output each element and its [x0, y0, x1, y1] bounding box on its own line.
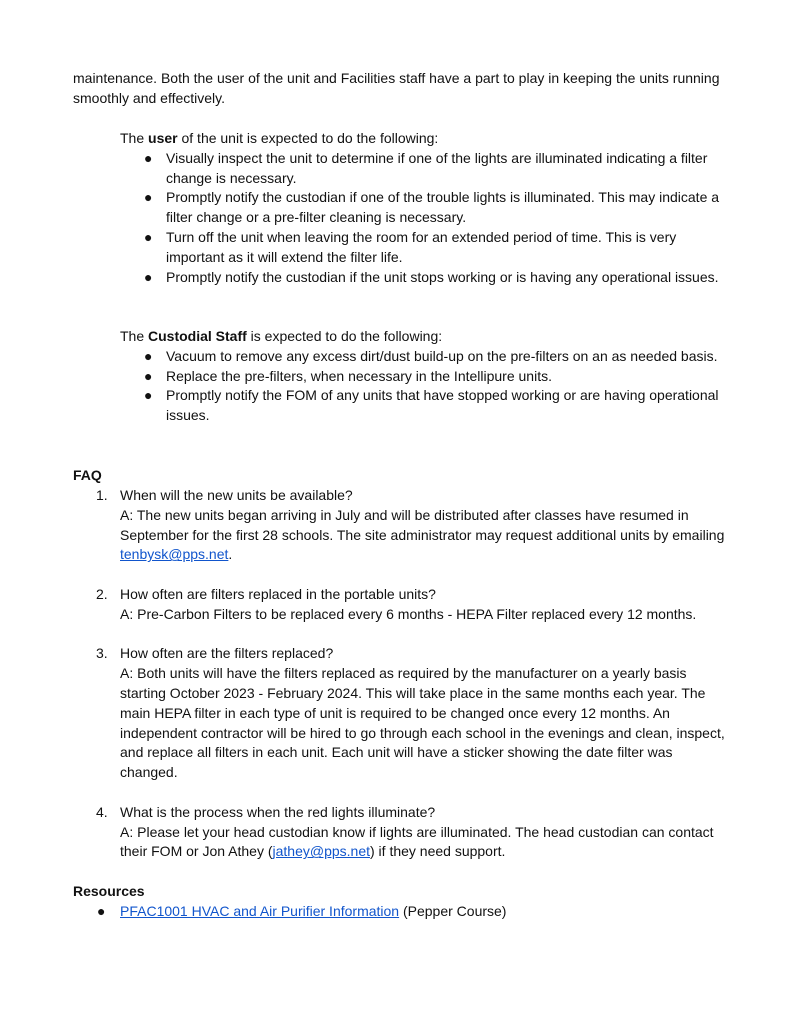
list-item	[120, 386, 730, 426]
intro-suffix: of the unit is expected to do the following:	[177, 130, 439, 146]
email-link[interactable]: jathey@pps.net	[272, 843, 370, 860]
faq-item	[73, 644, 733, 783]
list-item	[73, 902, 723, 922]
faq-answer: A: Both units will have the filters replaced as required by the manufacturer on a yearly basis starting October 2023 - February 2024. This will take place in the same months each year. The main HEPA filter in each type of unit is required to be changed once every 12 months. An independent contractor will be hired to go through each school in the evenings and clean, inspect, and replace all filters in each unit. Each unit will have a sticker showing the date filter was changed.	[120, 665, 725, 781]
course-link[interactable]: PFAC1001 HVAC and Air Purifier Information	[120, 903, 400, 919]
course-suffix: (Pepper Course)	[399, 903, 507, 919]
intro-prefix: The	[120, 328, 149, 344]
faq-answer	[120, 823, 733, 863]
resources-heading: Resources	[73, 883, 145, 899]
custodial-section	[120, 327, 730, 426]
custodial-bullet-list	[120, 347, 730, 426]
bullet-icon: ●	[144, 189, 153, 206]
list-item	[120, 367, 730, 387]
intro-bold: Custodial Staff	[148, 328, 247, 344]
bullet-icon: ●	[144, 268, 153, 285]
faq-item	[73, 486, 733, 565]
intro-prefix: The	[120, 130, 149, 146]
faq-answer: A: Pre-Carbon Filters to be replaced every 6 months - HEPA Filter replaced every 12 months.	[120, 605, 697, 622]
list-item	[120, 188, 730, 228]
resources-list	[73, 902, 723, 922]
list-item	[120, 149, 730, 189]
bullet-icon: ●	[144, 149, 153, 166]
faq-question: How often are filters replaced in the portable units?	[120, 585, 436, 602]
faq-number: 4.	[96, 803, 108, 820]
list-item-text: Visually inspect the unit to determine if one of the lights are illuminated indicating a filter change is necessary.	[166, 149, 708, 186]
faq-item	[73, 585, 733, 625]
faq-list	[73, 486, 733, 882]
list-item	[120, 228, 730, 268]
answer-text-end: ) if they need support.	[370, 843, 506, 860]
bullet-icon: ●	[144, 387, 153, 404]
bullet-icon: ●	[97, 903, 106, 919]
faq-item	[73, 803, 733, 862]
intro-bold: user	[148, 130, 178, 146]
bullet-icon: ●	[144, 228, 153, 245]
bullet-icon: ●	[144, 347, 153, 364]
faq-number: 2.	[96, 585, 108, 602]
list-item-text: Promptly notify the custodian if one of the trouble lights is illuminated. This may indicate a filter change or a pre-filter cleaning is necessary.	[166, 189, 720, 226]
answer-text-end: .	[228, 546, 233, 563]
faq-number: 3.	[96, 645, 108, 662]
list-item-text: Replace the pre-filters, when necessary in the Intellipure units.	[166, 367, 552, 384]
faq-answer	[120, 506, 733, 565]
list-item-text: Vacuum to remove any excess dirt/dust build-up on the pre-filters on an as needed basis.	[166, 347, 718, 364]
faq-question: What is the process when the red lights illuminate?	[120, 803, 436, 820]
answer-text: A: Please let your head custodian know if lights are illuminated. The head custodian can contact their FOM or Jon Athey (	[120, 823, 714, 860]
faq-question: How often are the filters replaced?	[120, 645, 334, 662]
list-item	[120, 347, 730, 367]
faq-number: 1.	[96, 487, 108, 503]
user-section	[120, 129, 730, 287]
list-item-text: Turn off the unit when leaving the room for an extended period of time. This is very important as it will extend the filter life.	[166, 228, 677, 265]
email-link[interactable]: tenbysk@pps.net	[120, 546, 229, 563]
bullet-icon: ●	[144, 367, 153, 384]
list-item-text: Promptly notify the custodian if the unit stops working or is having any operational issues.	[166, 268, 719, 285]
user-section-intro	[120, 129, 730, 149]
answer-text: A: The new units began arriving in July and will be distributed after classes have resumed in September for the first 28 schools. The site administrator may request additional units by emailing	[120, 506, 725, 543]
faq-heading: FAQ	[73, 467, 102, 483]
list-item	[120, 268, 730, 288]
user-bullet-list	[120, 149, 730, 288]
custodial-section-intro	[120, 327, 730, 347]
intro-suffix: is expected to do the following:	[246, 328, 443, 344]
list-item-text: Promptly notify the FOM of any units that have stopped working or are having operational issues.	[166, 387, 719, 424]
faq-question: When will the new units be available?	[120, 487, 353, 503]
intro-paragraph: maintenance. Both the user of the unit and Facilities staff have a part to play in keeping the units running smoothly and effectively.	[73, 70, 720, 106]
